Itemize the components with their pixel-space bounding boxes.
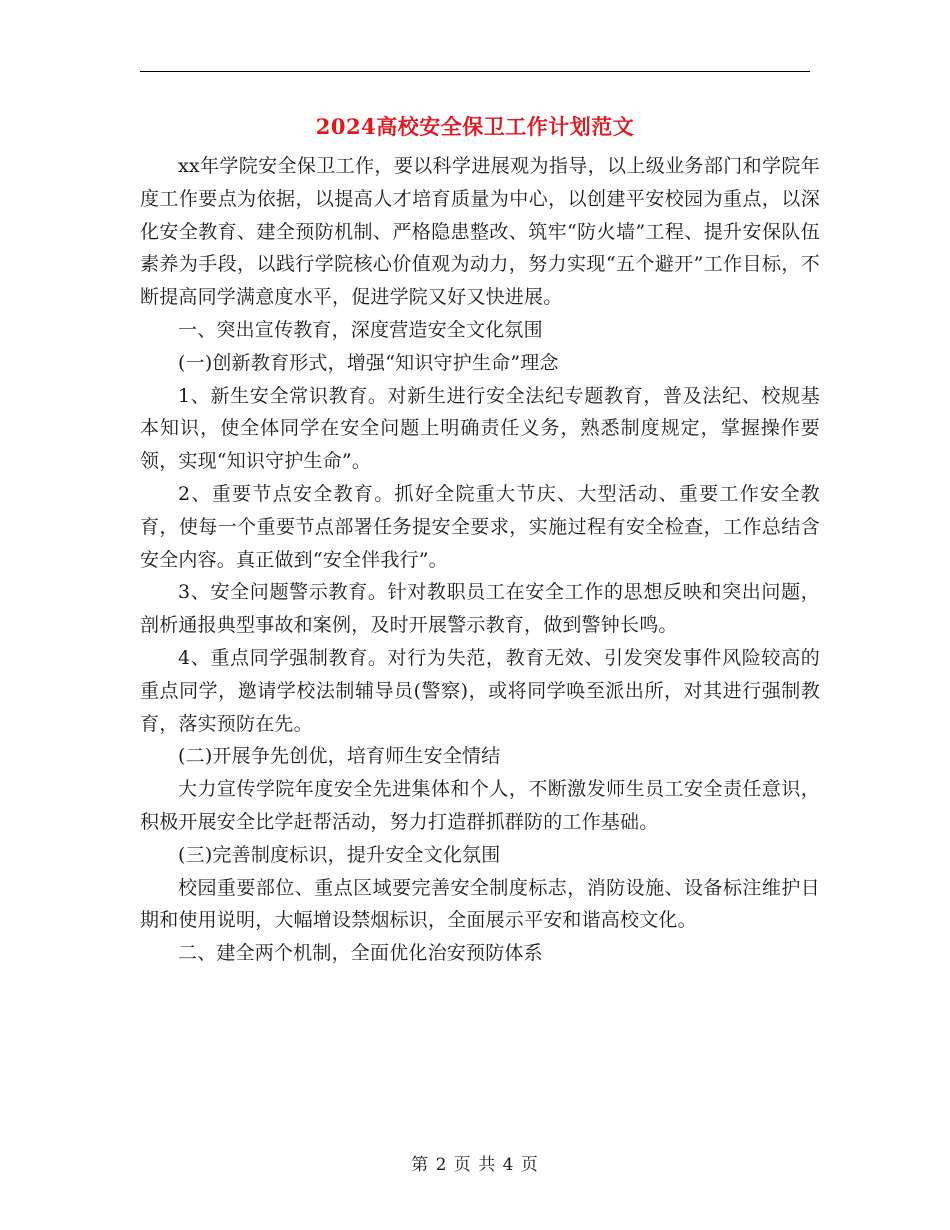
paragraph-item-1: 1、新生安全常识教育。对新生进行安全法纪专题教育，普及法纪、校规基本知识，使全体同学在安全问题上明确责任义务，熟悉制度规定，掌握操作要领，实现“知识守护生命”。 [140, 384, 820, 473]
page-number: 第 2 页 共 4 页 [411, 1155, 539, 1175]
subheading-1-2: (二)开展争先创优，培育师生安全情结 [178, 745, 501, 768]
paragraph-item-3: 3、安全问题警示教育。针对教职员工在安全工作的思想反映和突出问题，剖析通报典型事故和案例，及时开展警示教育，做到警钟长鸣。 [140, 581, 820, 637]
header-rule [140, 71, 810, 72]
paragraph-item-4: 4、重点同学强制教育。对行为失范，教育无效、引发突发事件风险较高的重点同学，邀请学校法制辅导员(警察)，或将同学唤至派出所，对其进行强制教育，落实预防在先。 [140, 646, 820, 735]
heading-section-2: 二、建全两个机制，全面优化治安预防体系 [178, 942, 543, 965]
subheading-1-1: (一)创新教育形式，增强“知识守护生命”理念 [178, 351, 559, 374]
paragraph-signage: 校园重要部位、重点区域要完善安全制度标志，消防设施、设备标注维护日期和使用说明，大幅增设禁烟标识，全面展示平安和谐高校文化。 [140, 876, 820, 932]
paragraph-item-2: 2、重要节点安全教育。抓好全院重大节庆、大型活动、重要工作安全教育，使每一个重要节点部署任务提安全要求，实施过程有安全检查，工作总结含安全内容。真正做到“安全伴我行”。 [140, 482, 820, 571]
paragraph-intro: xx年学院安全保卫工作，要以科学进展观为指导，以上级业务部门和学院年度工作要点为依据，以提高人才培育质量为中心，以创建平安校园为重点，以深化安全教育、建全预防机制、严格隐患整改、筑牢“防火墙”工程、提升安保队伍素养为手段，以践行学院核心价值观为动力，努力实现“五个避开”工作目标，不断提高同学满意度水平，促进学院又好又快进展。 [140, 155, 820, 309]
document-title: 2024高校安全保卫工作计划范文 [315, 114, 635, 139]
document-body [140, 150, 820, 970]
subheading-1-3: (三)完善制度标识，提升安全文化氛围 [178, 843, 501, 866]
paragraph-excellence: 大力宣传学院年度安全先进集体和个人，不断激发师生员工安全责任意识，积极开展安全比学赶帮活动，努力打造群抓群防的工作基础。 [140, 778, 820, 833]
heading-section-1: 一、突出宣传教育，深度营造安全文化氛围 [178, 318, 543, 341]
